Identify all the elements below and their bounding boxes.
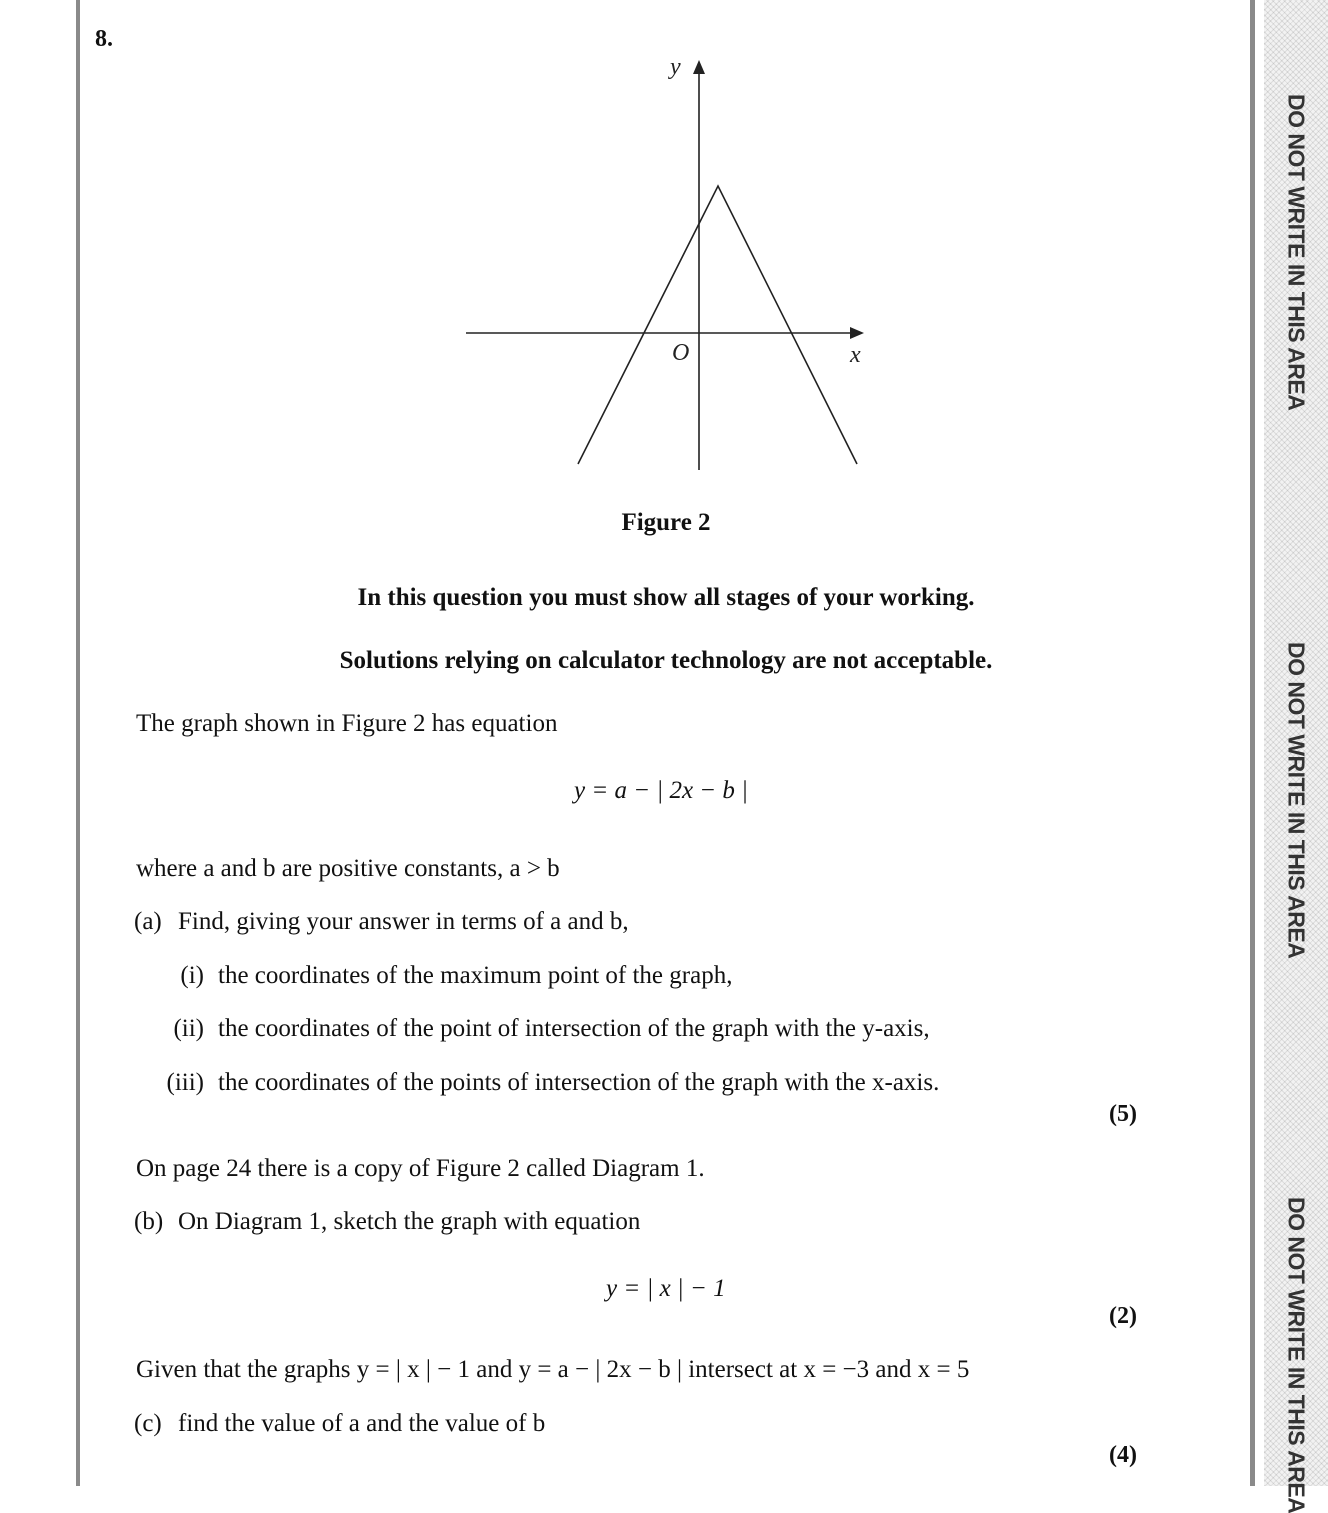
part-a-i-label: (i): [180, 962, 204, 989]
part-a-marks: (5): [1109, 1101, 1137, 1127]
given-text: Given that the graphs y = | x | − 1 and y = a − | 2x − b | intersect at x = −3 and x = 5: [136, 1356, 970, 1383]
margin-notice-1: DO NOT WRITE IN THIS AREA: [1283, 94, 1310, 411]
part-b-label: (b): [134, 1208, 164, 1235]
diagram-note: On page 24 there is a copy of Figure 2 called Diagram 1.: [136, 1155, 705, 1182]
figure-caption: Figure 2: [621, 509, 711, 536]
margin-notice-3: DO NOT WRITE IN THIS AREA: [1283, 1197, 1310, 1513]
part-b-equation: y = | x | − 1: [606, 1275, 726, 1302]
part-a-text: Find, giving your answer in terms of a and b,: [178, 908, 629, 935]
part-c-text: find the value of a and the value of b: [178, 1410, 546, 1437]
part-c-marks: (4): [1109, 1442, 1137, 1468]
y-axis-arrow-icon: [693, 60, 705, 74]
graph-curve: [578, 186, 857, 464]
left-margin-rule: [76, 0, 80, 1486]
origin-label: O: [672, 340, 690, 366]
y-axis-label: y: [670, 54, 681, 80]
x-axis-label: x: [850, 342, 861, 368]
part-b-text: On Diagram 1, sketch the graph with equation: [178, 1208, 641, 1235]
right-margin-rule: [1250, 0, 1255, 1486]
part-a-ii-text: the coordinates of the point of intersection of the graph with the y-axis,: [218, 1015, 930, 1042]
part-a-i-text: the coordinates of the maximum point of the graph,: [218, 962, 733, 989]
part-c-label: (c): [134, 1410, 162, 1437]
margin-notice-2: DO NOT WRITE IN THIS AREA: [1283, 642, 1310, 959]
conditions-text: where a and b are positive constants, a > b: [136, 855, 560, 882]
figure-2-graph: [440, 50, 900, 490]
intro-text: The graph shown in Figure 2 has equation: [136, 710, 558, 737]
part-b-marks: (2): [1109, 1303, 1137, 1329]
part-a-iii-label: (iii): [166, 1069, 204, 1096]
question-number: 8.: [95, 26, 113, 52]
part-a-ii-label: (ii): [173, 1015, 204, 1042]
instruction-calculator: Solutions relying on calculator technology are not acceptable.: [339, 647, 993, 674]
instruction-working: In this question you must show all stages of your working.: [357, 584, 975, 611]
main-equation: y = a − | 2x − b |: [574, 777, 749, 804]
part-a-label: (a): [134, 908, 162, 935]
part-a-iii-text: the coordinates of the points of intersection of the graph with the x-axis.: [218, 1069, 940, 1096]
x-axis-arrow-icon: [850, 327, 864, 339]
